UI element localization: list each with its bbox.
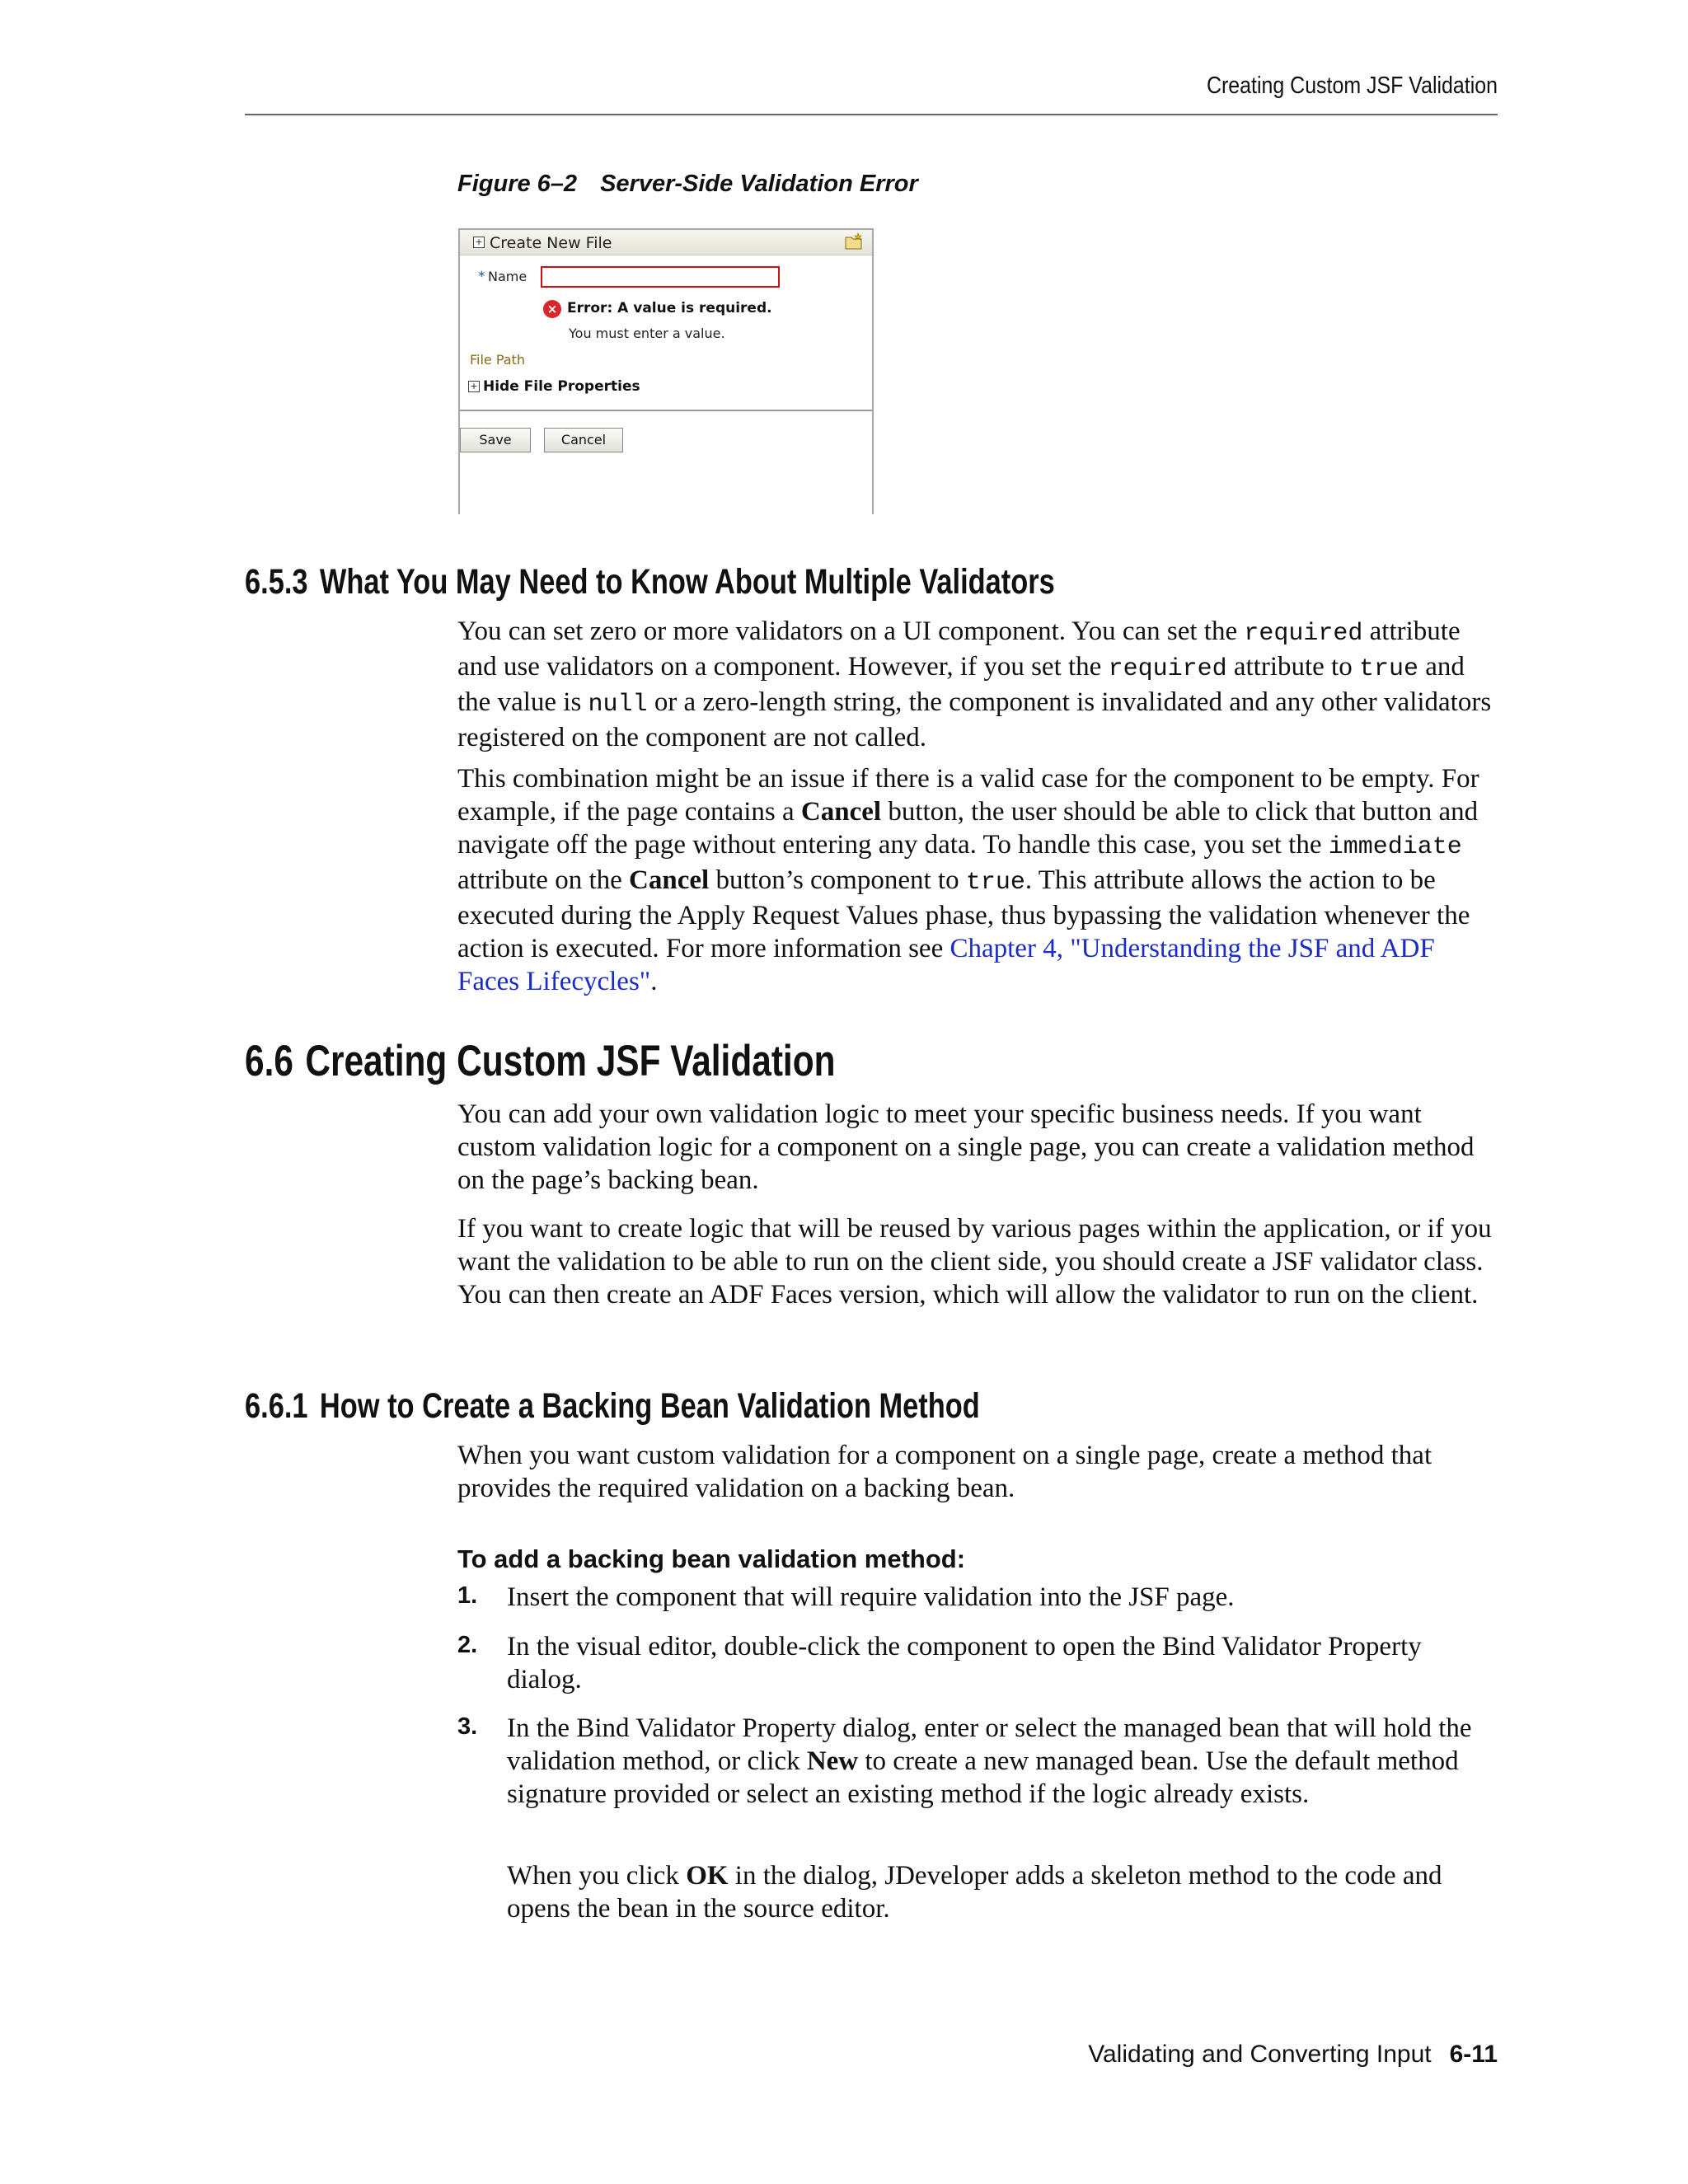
paragraph: You can set zero or more validators on a UI component. You can set the required attribute and use validators on a component. However, if you set the required attribute to true and the value is null or a zero-length string, the component is invalidated and any other validators registered on the component are not called. bbox=[457, 616, 1492, 752]
paragraph: You can add your own validation logic to meet your specific business needs. If you want custom validation logic for a component on a single page, you can create a validation method on the page’s backing bean. bbox=[457, 1099, 1475, 1195]
step-text: In the visual editor, double-click the component to open the Bind Validator Property dialog. bbox=[507, 1632, 1422, 1694]
figure-divider bbox=[460, 410, 872, 411]
figure-number: Figure 6–2 bbox=[457, 171, 578, 197]
new-folder-icon[interactable] bbox=[844, 232, 864, 251]
file-path-label: File Path bbox=[470, 352, 526, 368]
section-number: 6.5.3 bbox=[245, 562, 308, 602]
paragraph: This combination might be an issue if there is a valid case for the component to be empty. For example, if the page contains a Cancel button, the user should be able to click that button and navigate off the page without entering any data. To handle this case, you set the immediate attribute on the Cancel button’s component to true. This attribute allows the action to be executed during the Apply Request Values phase, thus bypassing the validation whenever the action is executed. For more information see Chapter 4, "Understanding the JSF and ADF Faces Lifecycles". bbox=[457, 764, 1479, 996]
section-heading-6-6-1 bbox=[245, 1386, 980, 1427]
hide-file-properties-link[interactable]: Hide File Properties bbox=[483, 378, 640, 395]
name-input[interactable] bbox=[541, 266, 780, 288]
required-indicator: * bbox=[478, 269, 485, 285]
expand-icon[interactable]: + bbox=[473, 237, 485, 248]
step-note-text: When you click OK in the dialog, JDeveloper adds a skeleton method to the code and opens the bean in the source editor. bbox=[507, 1861, 1442, 1924]
step-number: 3. bbox=[457, 1713, 478, 1740]
section-number: 6.6.1 bbox=[245, 1386, 308, 1426]
save-button[interactable]: Save bbox=[460, 428, 531, 452]
section-number: 6.6 bbox=[245, 1037, 293, 1085]
panel-title: Create New File bbox=[490, 234, 612, 252]
error-detail: You must enter a value. bbox=[569, 326, 725, 341]
figure-title: Server-Side Validation Error bbox=[600, 171, 918, 197]
figure-screenshot bbox=[458, 228, 874, 514]
cancel-button[interactable]: Cancel bbox=[544, 428, 623, 452]
section-heading-6-5-3 bbox=[245, 562, 1055, 602]
section-title: How to Create a Backing Bean Validation Method bbox=[319, 1386, 980, 1426]
error-title: Error: A value is required. bbox=[567, 300, 772, 316]
name-label: Name bbox=[488, 269, 528, 284]
collapse-icon[interactable]: + bbox=[468, 381, 480, 392]
section-title: Creating Custom JSF Validation bbox=[305, 1037, 836, 1085]
step-text: In the Bind Validator Property dialog, enter or select the managed bean that will hold the validation method, or click New to create a new managed bean. Use the default method signature provided or select an existing method if the logic already exists. bbox=[507, 1713, 1472, 1809]
page-footer bbox=[1088, 2041, 1498, 2069]
header-rule bbox=[245, 114, 1498, 115]
paragraph: If you want to create logic that will be reused by various pages within the application, or if you want the validation to be able to run on the client side, you should create a JSF validator class. You can then create an ADF Faces version, which will allow the validator to run on the client. bbox=[457, 1214, 1492, 1310]
error-icon: × bbox=[543, 300, 561, 318]
step-number: 1. bbox=[457, 1582, 478, 1609]
running-header: Creating Custom JSF Validation bbox=[1206, 73, 1498, 99]
page-number: 6-11 bbox=[1449, 2041, 1498, 2068]
step-text: Insert the component that will require validation into the JSF page. bbox=[507, 1582, 1235, 1612]
step-number: 2. bbox=[457, 1632, 478, 1658]
procedure-title: To add a backing bean validation method: bbox=[457, 1544, 966, 1573]
paragraph: When you want custom validation for a component on a single page, create a method that provides the required validation on a backing bean. bbox=[457, 1441, 1432, 1503]
section-heading-6-6 bbox=[245, 1036, 836, 1086]
footer-chapter: Validating and Converting Input bbox=[1088, 2041, 1432, 2068]
chapter-4-link[interactable]: Chapter 4, "Understanding the JSF and ADF Faces Lifecycles" bbox=[457, 934, 1435, 996]
panel-header[interactable] bbox=[460, 230, 872, 255]
section-title: What You May Need to Know About Multiple Validators bbox=[319, 562, 1055, 602]
figure-caption bbox=[457, 171, 918, 198]
